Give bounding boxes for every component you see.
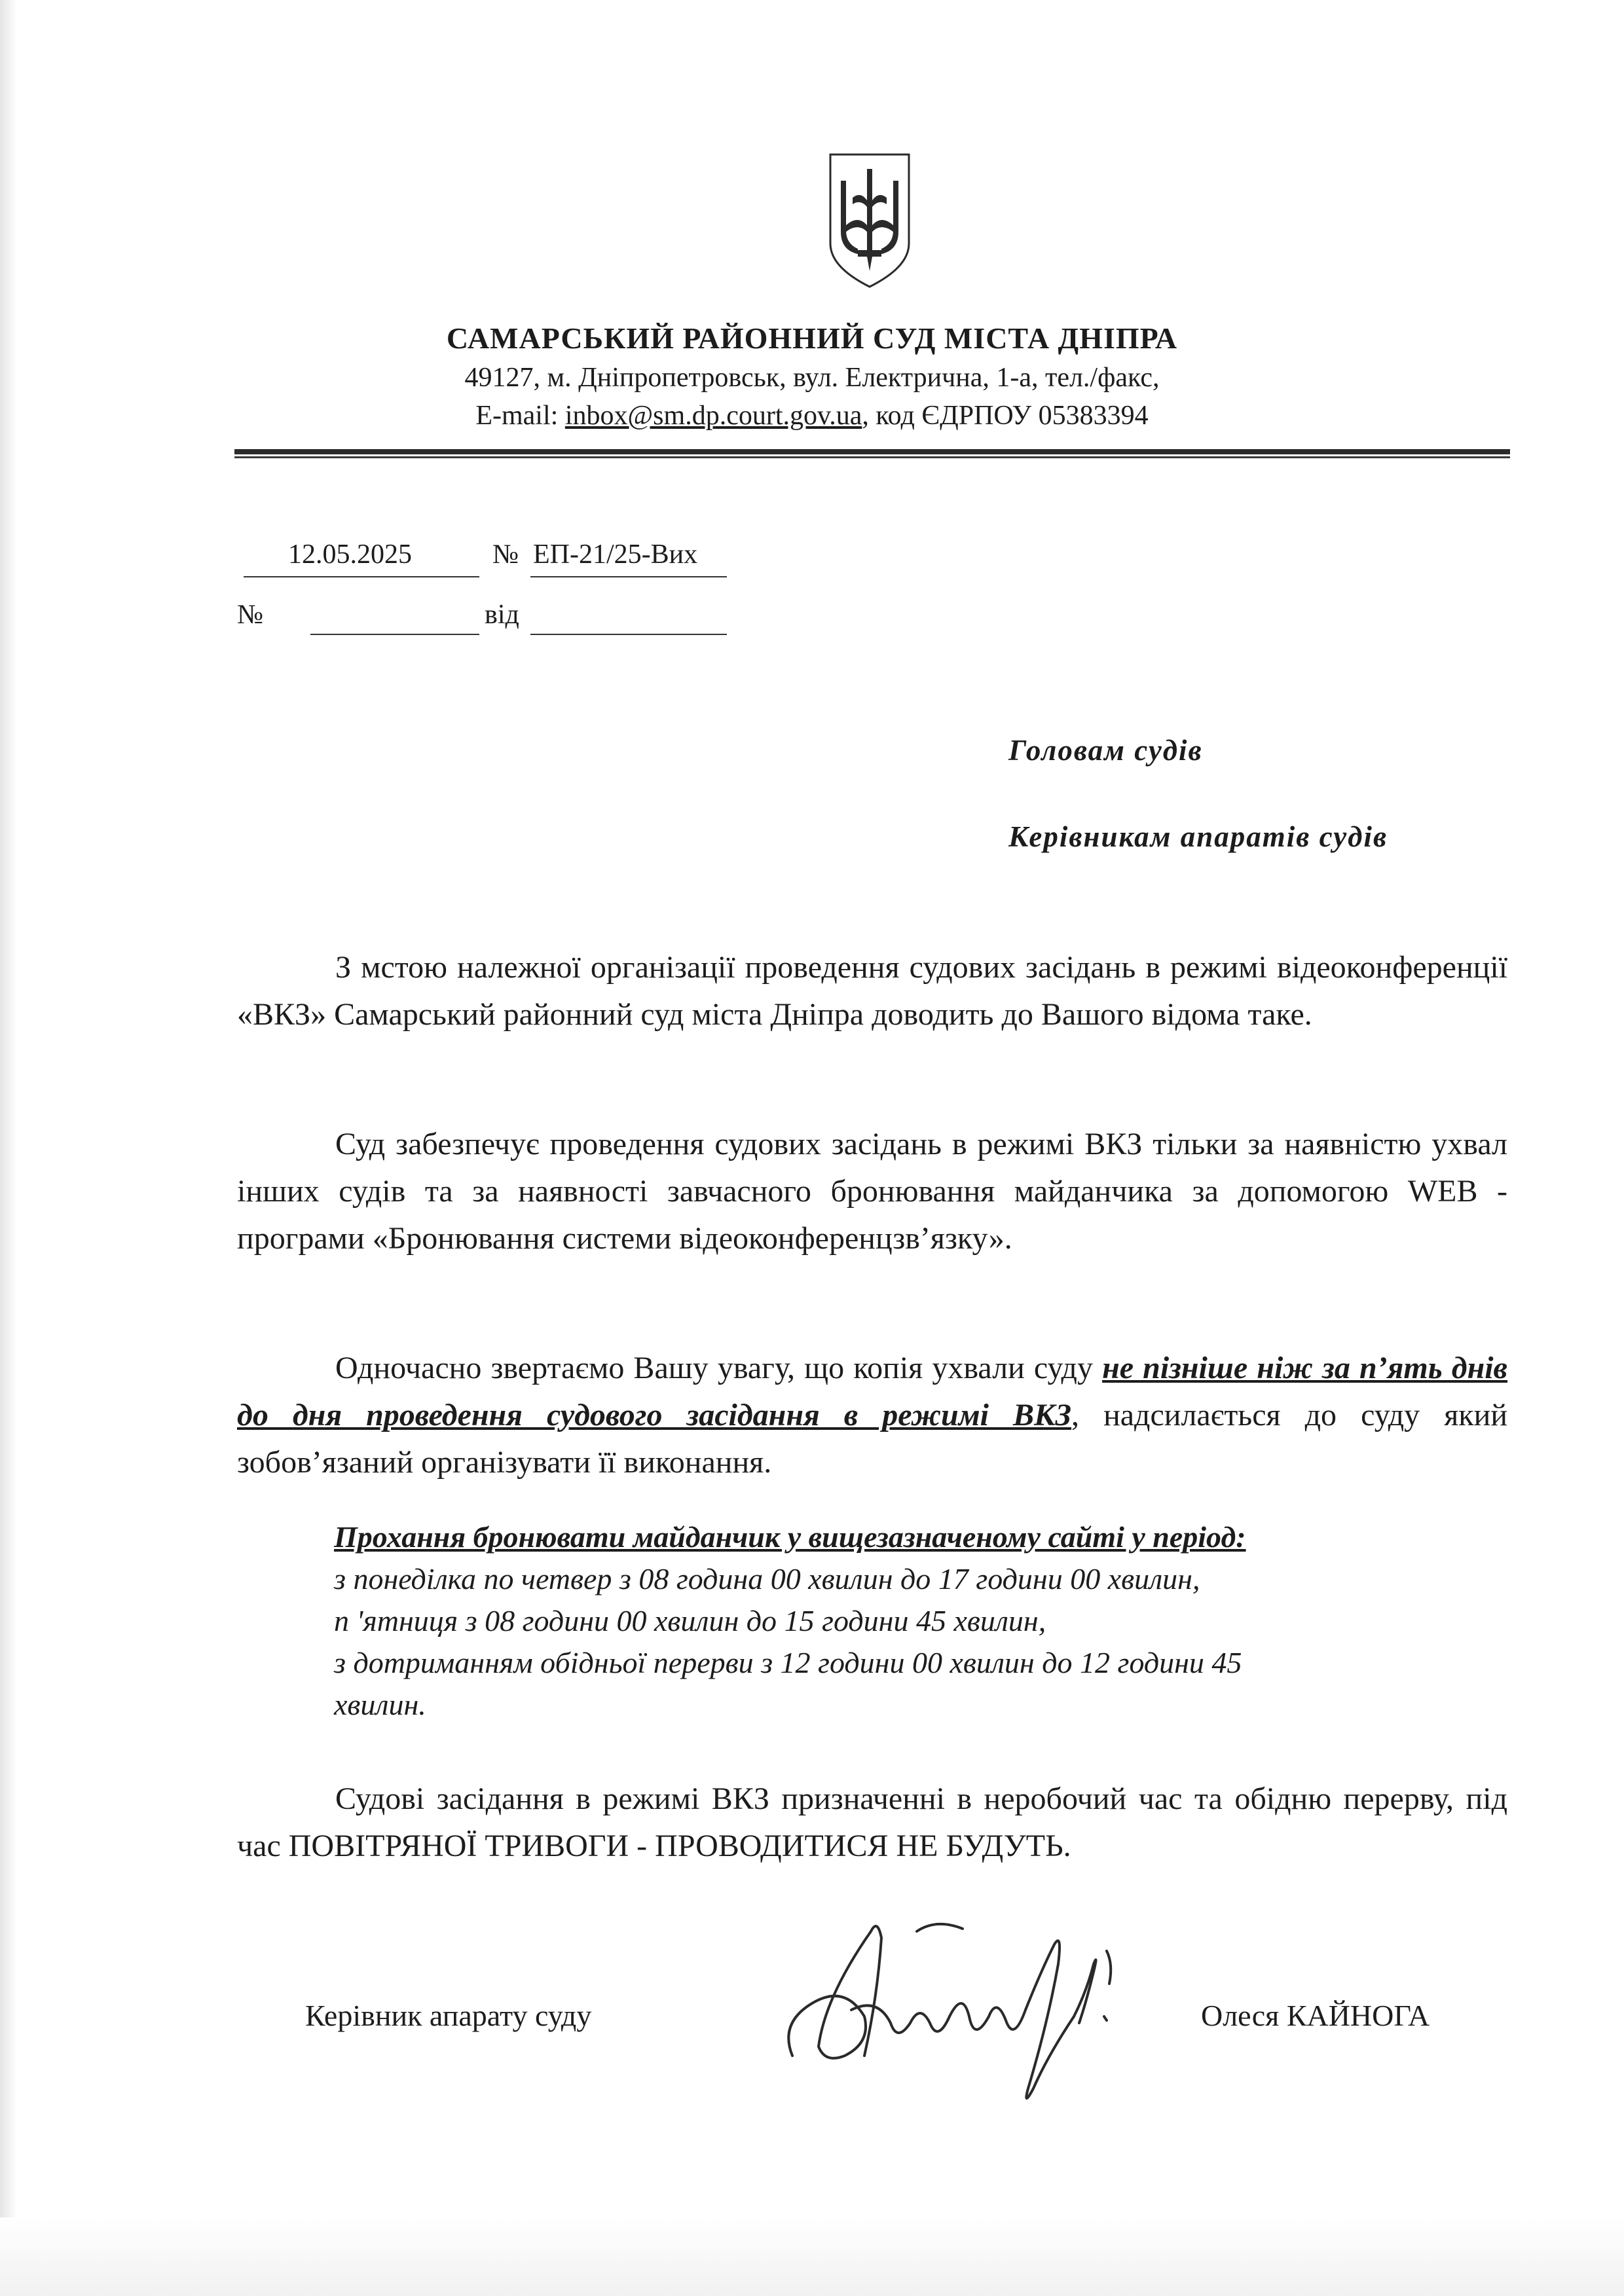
reply-date-underline: [530, 634, 727, 635]
outgoing-number: ЕП-21/25-Вих: [533, 539, 698, 570]
coat-of-arms-icon: [826, 152, 913, 289]
signatory-role: Керівник апарату суду: [305, 1999, 592, 2032]
paragraph-deadline-end: , надсилається до суду який зобов’язаний організувати її виконання.: [237, 1398, 1508, 1480]
edrpou-code: , код ЄДРПОУ 05383394: [862, 401, 1149, 431]
date-underline: [244, 576, 479, 577]
number-underline: [530, 576, 727, 577]
paragraph-purpose: З мстою належної організації проведення судових засідань в режимі відеоконференції «ВКЗ» Самарський районний суд міста Дніпра доводить до Вашого відома таке.: [237, 950, 1507, 1032]
paragraph-air-alert: Судові засідання в режимі ВКЗ призначенні в неробочий час та обідню перерву, під час ПОВІТРЯНОЇ ТРИВОГИ - ПРОВОДИТИСЯ НЕ БУДУТЬ.: [237, 1781, 1507, 1863]
outgoing-date: 12.05.2025: [288, 539, 412, 570]
reply-number-underline: [310, 634, 479, 635]
deadline-emphasis: не пізніше ніж за п’ять днів до дня проведення судового засідання в режимі ВКЗ: [237, 1351, 1507, 1432]
handwritten-signature-icon: [766, 1892, 1133, 2115]
reply-from-label: від: [485, 600, 519, 630]
schedule-line: з понеділка по четвер з 08 година 00 хвилин до 17 години 00 хвилин,: [334, 1562, 1200, 1595]
letterhead: [223, 318, 1401, 435]
header-divider-thin: [234, 456, 1510, 458]
header-divider: [234, 449, 1510, 454]
schedule-line: з дотриманням обідньої перерви з 12 години 00 хвилин до 12 години 45: [334, 1646, 1242, 1679]
signatory-name: Олеся КАЙНОГА: [1201, 1999, 1430, 2032]
court-address: 49127, м. Дніпропетровськ, вул. Електрична, 1-а, тел./факс,: [464, 363, 1160, 393]
schedule-line: хвилин.: [334, 1688, 426, 1721]
addressee-heads-of-courts: Головам судів: [1008, 734, 1203, 767]
reply-number-sign: №: [237, 600, 264, 630]
booking-schedule: [334, 1516, 1513, 1726]
addressee-heads-of-court-staff: Керівникам апаратів судів: [1008, 820, 1388, 853]
email-prefix: E-mail:: [475, 401, 565, 431]
scan-edge-left: [0, 0, 17, 2296]
court-email-link[interactable]: inbox@sm.dp.court.gov.ua: [564, 401, 862, 431]
court-name: САМАРСЬКИЙ РАЙОННИЙ СУД МІСТА ДНІПРА: [446, 321, 1178, 355]
scan-edge-bottom: [0, 2217, 1624, 2296]
court-contacts: [223, 397, 1401, 435]
outgoing-number-sign: №: [492, 539, 519, 570]
paragraph-deadline-start: Одночасно звертаємо Вашу увагу, що копія ухвали суду: [335, 1351, 1103, 1385]
schedule-line: п 'ятниця з 08 години 00 хвилин до 15 години 45 хвилин,: [334, 1604, 1046, 1637]
paragraph-deadline: [237, 1345, 1507, 1486]
schedule-title: Прохання бронювати майданчик у вищезазначеному сайті у період:: [334, 1520, 1246, 1554]
paragraph-requirements: Суд забезпечує проведення судових засідань в режимі ВКЗ тільки за наявністю ухвал інших судів та за наявності завчасного бронювання майданчика за допомогою WEB - програми «Бронювання системи відеоконференцзв’язку».: [237, 1127, 1507, 1256]
